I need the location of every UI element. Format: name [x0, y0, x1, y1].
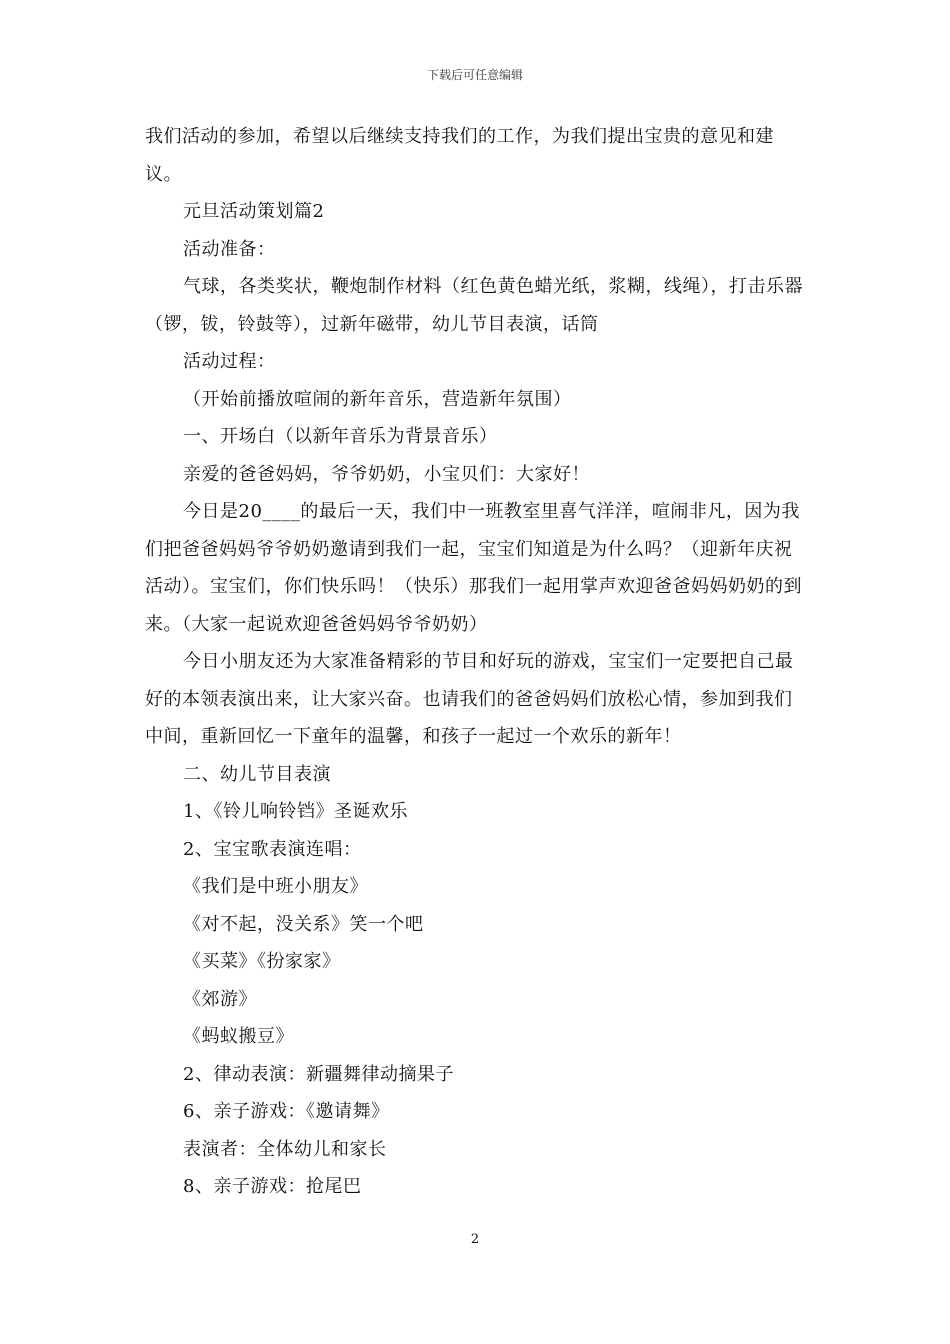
- paragraph: 亲爱的爸爸妈妈，爷爷奶奶，小宝贝们：大家好！: [183, 463, 590, 485]
- paragraph-heading: 二、幼儿节目表演: [183, 763, 331, 785]
- list-item: 《蚂蚁搬豆》: [183, 1026, 294, 1047]
- paragraph: （开始前播放喧闹的新年音乐，营造新年氛围）: [183, 388, 572, 410]
- list-item: 《我们是中班小朋友》: [183, 876, 368, 897]
- list-item: 《买菜》《扮家家》: [183, 951, 341, 972]
- paragraph: 今日小朋友还为大家准备精彩的节目和好玩的游戏，宝宝们一定要把自己最好的本领表演出来，让大家兴奋。也请我们的爸爸妈妈们放松心情，参加到我们中间，重新回忆一下童年的温馨，和孩子一起过一个欢乐的新年！: [145, 651, 794, 747]
- paragraph-heading: 一、开场白（以新年音乐为背景音乐）: [183, 426, 498, 447]
- list-item: 《对不起，没关系》笑一个吧: [183, 913, 424, 935]
- list-item: 8、亲子游戏：抢尾巴: [183, 1176, 362, 1197]
- paragraph: 我们活动的参加，希望以后继续支持我们的工作，为我们提出宝贵的意见和建议。: [145, 126, 774, 185]
- list-item: 1、《铃儿响铃铛》圣诞欢乐: [183, 801, 408, 822]
- list-item: 表演者：全体幼儿和家长: [183, 1138, 387, 1160]
- paragraph-heading: 活动准备：: [183, 238, 276, 260]
- page-number: 2: [470, 1232, 480, 1247]
- paragraph: 气球，各类奖状，鞭炮制作材料（红色黄色蜡光纸，浆糊，线绳），打击乐器（锣，钹，铃鼓等），过新年磁带，幼儿节目表演，话筒: [145, 276, 803, 335]
- list-item: 2、宝宝歌表演连唱：: [183, 838, 362, 860]
- list-item: 2、律动表演：新疆舞律动摘果子: [183, 1063, 454, 1085]
- paragraph: 今日是20____的最后一天，我们中一班教室里喜气洋洋，喧闹非凡，因为我们把爸爸妈妈爷爷奶奶邀请到我们一起，宝宝们知道是为什么吗？（迎新年庆祝活动）。宝宝们，你们快乐吗！（快乐）那我们一起用掌声欢迎爸爸妈妈奶奶的到来。（大家一起说欢迎爸爸妈妈爷爷奶奶）: [145, 501, 802, 635]
- page-header: 下载后可任意编辑: [426, 68, 523, 82]
- list-item: 6、亲子游戏：《邀请舞》: [183, 1101, 390, 1122]
- paragraph-heading: 活动过程：: [183, 351, 276, 372]
- section-title: 元旦活动策划篇2: [183, 201, 325, 222]
- document-body: [145, 118, 807, 1206]
- list-item: 《郊游》: [183, 988, 257, 1010]
